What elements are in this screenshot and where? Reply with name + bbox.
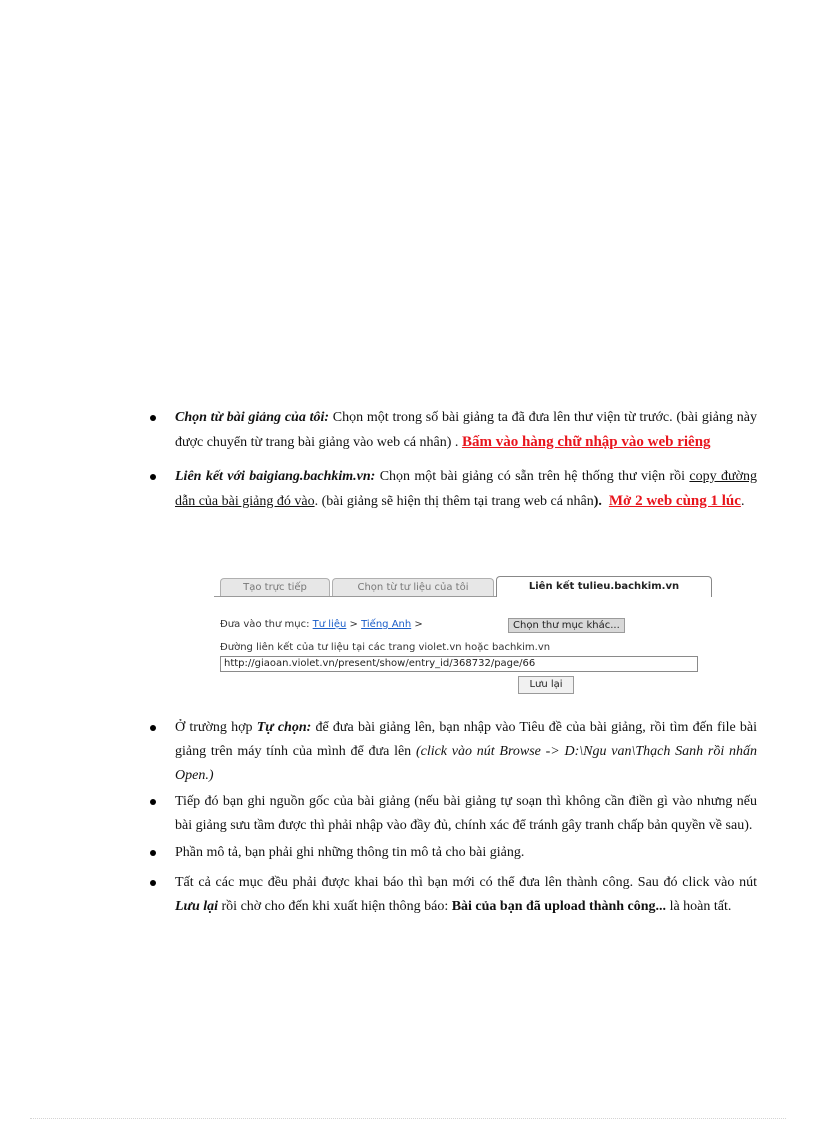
item-text: Tiếp đó bạn ghi nguồn gốc của bài giảng (nếu bài giảng tự soạn thì không cần điền gì vào nhưng nếu bài giảng sưu tầm được thì phải nhập vào đầy đủ, chính xác để tránh gây tranh chấp bản quyền về sau). [175,794,757,833]
crumb-separator: > [349,619,358,630]
item-text: Phần mô tả, bạn phải ghi những thông tin mô tả cho bài giảng. [175,845,525,860]
underlined-text: copy đường dẫn của bài giảng đó vào [175,469,758,509]
list-item [147,716,757,788]
item-end: . [740,494,745,509]
item-text: Chọn một bài giảng có sẵn trên hệ thống thư viện rồi [375,469,690,484]
item-italic-tail: (click vào nút Browse -> D:\Ngu van\Thạch Sanh rồi nhấn Open.) [175,744,758,783]
save-button[interactable]: Lưu lại [518,676,574,694]
tab-bar [214,576,712,598]
red-note: Bấm vào hàng chữ nhập vào web riêng [461,434,711,450]
choose-folder-button[interactable]: Chọn thư mục khác... [508,618,625,633]
instruction-list [147,406,757,514]
page-footer-divider [30,1118,786,1119]
item-lead-plain: Ở trường hợp [175,720,257,735]
item-text: để đưa bài giảng lên, bạn nhập vào Tiêu đề của bài giảng, rồi tìm đến file bài giảng trên máy tính của mình để đưa lên [175,720,758,759]
folder-row [220,619,423,630]
list-item [147,841,757,865]
crumb-tu-lieu[interactable]: Tư liệu [312,619,347,630]
list-item [147,790,757,838]
item-text: Chọn một trong số bài giảng ta đã đưa lên thư viện từ trước. (bài giảng này được chuyển từ trang bài giảng vào web cá nhân) . [175,410,757,450]
folder-label: Đưa vào thư mục: [220,619,310,630]
item-lead: Tự chọn: [256,720,312,735]
embedded-screenshot [214,572,712,696]
list-item [147,871,757,919]
item-text: . (bài giảng sẽ hiện thị thêm tại trang web cá nhân [314,494,594,509]
item-text: rồi chờ cho đến khi xuất hiện thông báo: [218,899,452,914]
tab-chon-tu-tu-lieu[interactable]: Chọn từ tư liệu của tôi [332,578,494,596]
save-keyword: Lưu lại [175,899,219,914]
item-lead: Chọn từ bài giảng của tôi: [175,410,330,425]
tab-lien-ket[interactable]: Liên kết tulieu.bachkim.vn [496,576,712,597]
item-lead: Liên kết với baigiang.bachkim.vn: [175,469,376,484]
url-input[interactable]: http://giaoan.violet.vn/present/show/entry_id/368732/page/66 [220,656,698,672]
link-label: Đường liên kết của tư liệu tại các trang violet.vn hoặc bachkim.vn [220,642,551,653]
item-text: là hoàn tất. [666,899,732,914]
crumb-separator: > [414,619,423,630]
success-message: Bài của bạn đã upload thành công... [451,899,667,914]
crumb-tieng-anh[interactable]: Tiếng Anh [361,619,412,630]
item-text: Tất cả các mục đều phải được khai báo thì bạn mới có thể đưa lên thành công. Sau đó click vào nút [175,875,757,890]
item-bold-tail: ). [593,494,602,509]
list-item [147,406,757,455]
list-item [147,465,757,514]
tab-tao-truc-tiep[interactable]: Tạo trực tiếp [220,578,330,596]
red-note: Mở 2 web cùng 1 lúc [608,493,741,509]
instruction-list-2 [147,716,757,919]
